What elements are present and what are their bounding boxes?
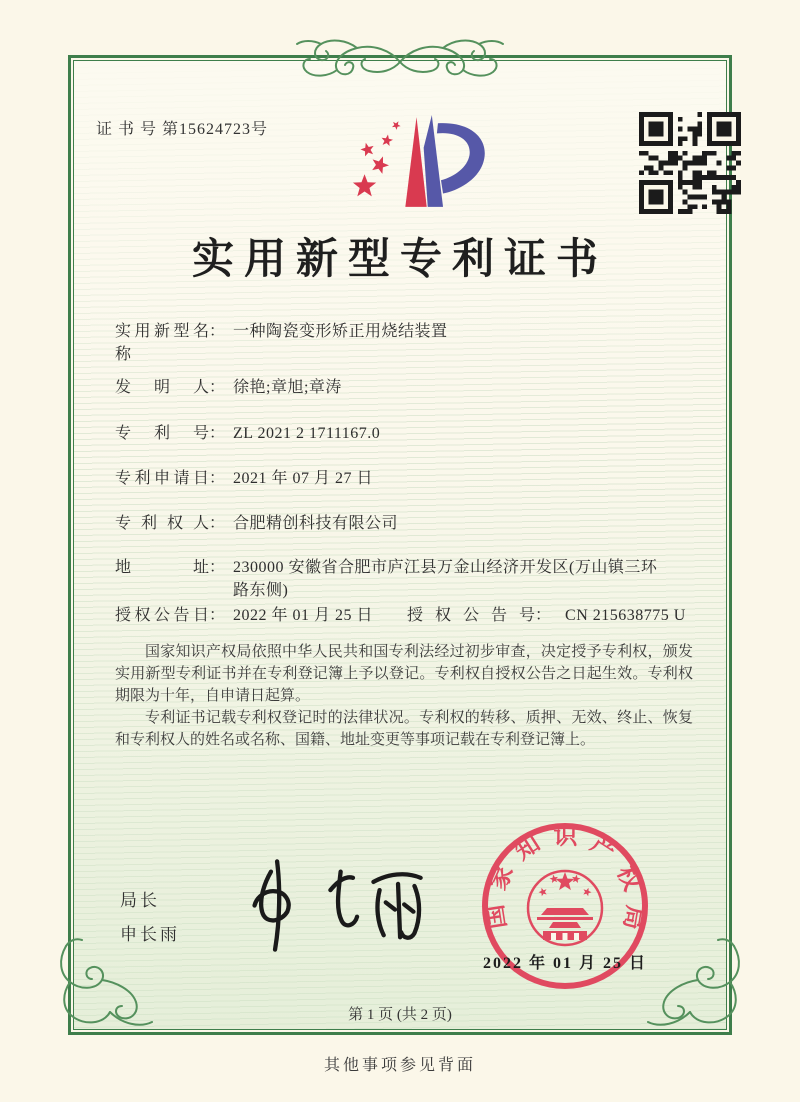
grant-number-group (407, 604, 686, 627)
officer-name: 申长雨 (120, 925, 180, 944)
qr-code (639, 112, 741, 214)
colon: ： (209, 559, 226, 576)
field-row-inventors (115, 376, 700, 399)
national-emblem-icon (528, 871, 602, 945)
colon: ： (209, 470, 226, 487)
field-row-patent-no (115, 422, 700, 445)
legal-paragraph-2: 专利证书记载专利权登记时的法律状况。专利权的转移、质押、无效、终止、恢复和专利权人的姓名或名称、国籍、地址变更等事项记载在专利登记簿上。 (115, 710, 693, 748)
field-label: 实用新型名称 (115, 323, 209, 363)
certificate-title: 实用新型专利证书 (191, 237, 608, 283)
legal-paragraph-1: 国家知识产权局依照中华人民共和国专利法经过初步审查，决定授予专利权，颁发实用新型专利证书并在专利登记簿上予以登记。专利权自授权公告之日起生效。专利权期限为十年，自申请日起算。 (115, 644, 693, 704)
page-number: 第 1 页 (共 2 页) (348, 1007, 452, 1023)
field-value: 徐艳;章旭;章涛 (233, 379, 342, 396)
certificate-number: 证 书 号 第15624723号 (96, 121, 269, 138)
grant-number-value: CN 215638775 U (565, 607, 686, 624)
legal-text-block (115, 641, 693, 751)
field-label: 专利权人 (115, 515, 209, 532)
officer-title: 局长 (120, 891, 160, 910)
field-label: 地址 (115, 559, 209, 576)
colon: ： (535, 607, 552, 624)
officer-signature-icon (232, 856, 437, 956)
seal-text: 国家知识产权局 (482, 824, 648, 932)
seal-date: 2022 年 01 月 25 日 (482, 955, 647, 972)
field-value: 合肥精创科技有限公司 (233, 515, 399, 532)
colon: ： (209, 515, 226, 532)
top-flourish-ornament-icon (295, 32, 505, 82)
field-value: 230000 安徽省合肥市庐江县万金山经济开发区(万山镇三环路东侧) (233, 559, 658, 599)
colon: ： (209, 607, 226, 624)
field-row-grant (115, 604, 700, 627)
colon: ： (209, 323, 226, 340)
field-row-name (115, 320, 700, 366)
back-side-note: 其他事项参见背面 (323, 1057, 476, 1074)
field-row-patentee (115, 512, 700, 535)
colon: ： (209, 379, 226, 396)
field-label: 授权公告日 (115, 607, 209, 624)
field-label: 专利号 (115, 425, 209, 442)
colon: ： (209, 425, 226, 442)
field-value: 2021 年 07 月 27 日 (233, 470, 374, 487)
field-row-address (115, 556, 700, 602)
field-label: 专利申请日 (115, 470, 209, 487)
field-label: 发明人 (115, 379, 209, 396)
grant-date-value: 2022 年 01 月 25 日 (233, 607, 374, 624)
field-value: 一种陶瓷变形矫正用烧结装置 (233, 323, 448, 340)
field-value: ZL 2021 2 1711167.0 (233, 425, 381, 442)
cnipa-logo-icon (336, 108, 494, 220)
field-label: 授权公告号 (407, 607, 535, 624)
field-row-filing-date (115, 467, 700, 490)
